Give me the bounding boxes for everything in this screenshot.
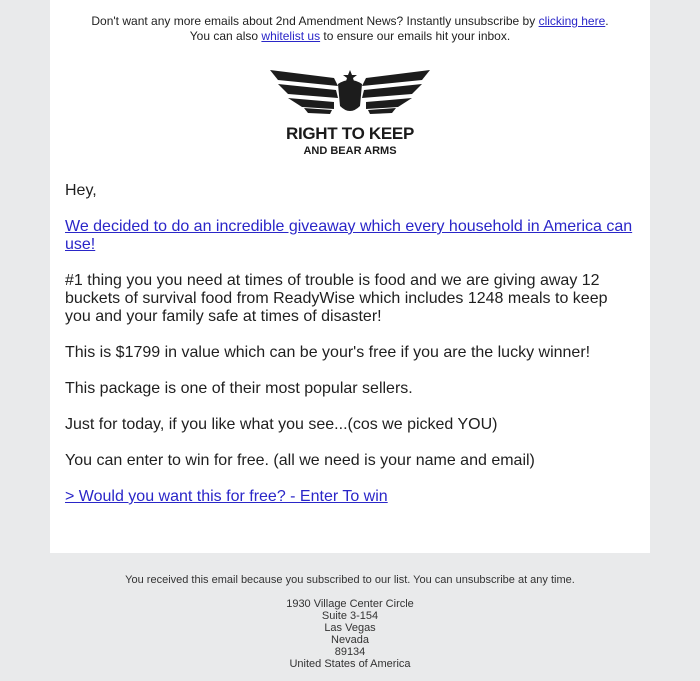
eagle-emblem-icon bbox=[268, 66, 432, 126]
notice-line-2 bbox=[50, 29, 650, 44]
notice-line-1 bbox=[50, 14, 650, 29]
brand-logo bbox=[268, 66, 432, 160]
greeting: Hey, bbox=[65, 182, 97, 199]
giveaway-link[interactable]: We decided to do an incredible giveaway which every household in America can use! bbox=[65, 218, 633, 253]
headline bbox=[65, 218, 637, 254]
paragraph-enter: You can enter to win for free. (all we need is your name and email) bbox=[65, 452, 535, 469]
paragraph-today: Just for today, if you like what you see...(cos we picked YOU) bbox=[65, 416, 498, 433]
address-line: Las Vegas bbox=[324, 622, 376, 634]
whitelist-link[interactable]: whitelist us bbox=[261, 28, 321, 43]
logo-title: RIGHT TO KEEP bbox=[285, 124, 415, 143]
enter-to-win-link[interactable]: > Would you want this for free? - Enter To win bbox=[65, 488, 388, 505]
unsubscribe-notice bbox=[50, 14, 650, 43]
address-line: 1930 Village Center Circle bbox=[286, 598, 414, 610]
logo-subtitle: AND BEAR ARMS bbox=[303, 145, 397, 157]
notice-text: Don't want any more emails about 2nd Amendment News? Instantly unsubscribe by bbox=[91, 14, 539, 28]
footer-notice: You received this email because you subscribed to our list. You can unsubscribe at any time. bbox=[125, 574, 575, 586]
address-line: Suite 3-154 bbox=[321, 610, 379, 622]
unsubscribe-link[interactable]: clicking here bbox=[538, 14, 606, 28]
paragraph-popular: This package is one of their most popular sellers. bbox=[65, 380, 413, 397]
paragraph-offer: #1 thing you you need at times of trouble is food and we are giving away 12 buckets of survival food from ReadyWise which includes 1248 meals to keep you and your family safe at times of disaster! bbox=[65, 272, 608, 325]
address-line: Nevada bbox=[331, 634, 369, 646]
address-line: United States of America bbox=[289, 658, 411, 670]
notice-text: to ensure our emails hit your inbox. bbox=[320, 28, 511, 43]
footer-address bbox=[0, 598, 700, 670]
cta bbox=[65, 488, 637, 506]
address-line: 89134 bbox=[334, 646, 366, 658]
notice-text: You can also bbox=[189, 28, 262, 43]
notice-text: . bbox=[605, 14, 609, 28]
paragraph-value: This is $1799 in value which can be your's free if you are the lucky winner! bbox=[65, 344, 591, 361]
email-card bbox=[50, 0, 650, 553]
